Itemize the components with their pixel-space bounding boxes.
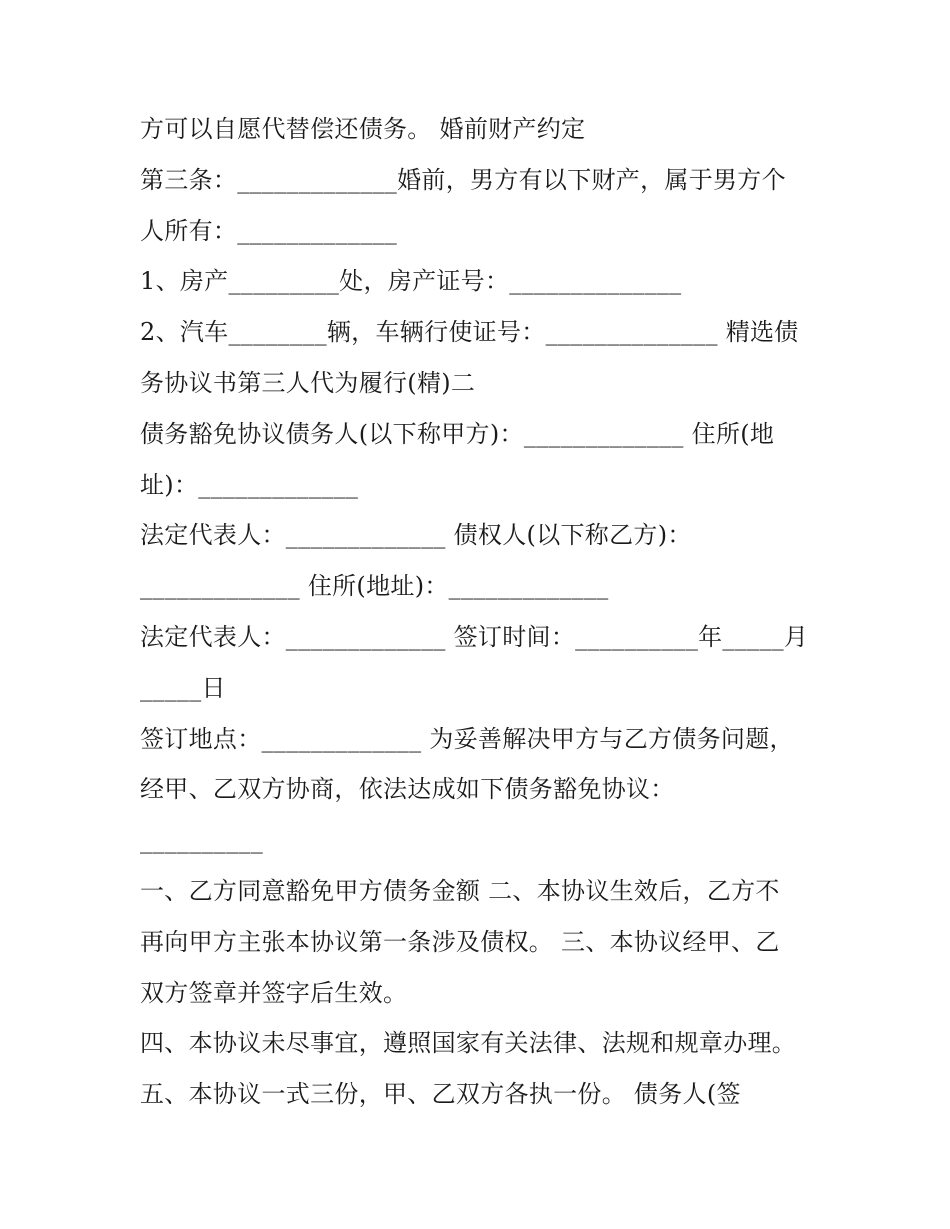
text-line: 双方签章并签字后生效。 [140, 978, 408, 1007]
text-line: 法定代表人：_____________ 债权人(以下称乙方)： [140, 521, 692, 550]
text-line: _____________ 住所(地址)：_____________ [140, 572, 609, 601]
text-line: 四、本协议未尽事宜，遵照国家有关法律、法规和规章办理。 [140, 1029, 797, 1058]
text-line: 第三条：_____________婚前，男方有以下财产，属于男方个 [140, 165, 786, 194]
text-line: 经甲、乙双方协商，依法达成如下债务豁免协议： [140, 775, 675, 804]
text-line: __________ [140, 826, 263, 855]
text-line: 址)：_____________ [140, 470, 359, 499]
text-line: 五、本协议一式三份，甲、乙双方各执一份。 债务人(签 [140, 1080, 741, 1109]
text-line: 一、乙方同意豁免甲方债务金额 二、本协议生效后，乙方不 [140, 876, 780, 905]
document-body [140, 104, 820, 1120]
text-line: 务协议书第三人代为履行(精)二 [140, 368, 476, 397]
text-line: 1、房产_________处，房产证号：______________ [140, 267, 682, 296]
text-line: 人所有：_____________ [140, 216, 398, 245]
text-line: 法定代表人：_____________ 签订时间：__________年_____月 [140, 622, 809, 651]
text-line: 方可以自愿代替偿还债务。 婚前财产约定 [140, 115, 586, 143]
text-line: 再向甲方主张本协议第一条涉及债权。 三、本协议经甲、乙 [140, 927, 780, 956]
text-line: 2、汽车________辆，车辆行使证号：______________ 精选债 [140, 318, 799, 347]
text-line: 签订地点：_____________ 为妥善解决甲方与乙方债务问题， [140, 724, 794, 753]
text-line: _____日 [140, 673, 226, 702]
text-line: 债务豁免协议债务人(以下称甲方)：_____________ 住所(地 [140, 419, 775, 448]
